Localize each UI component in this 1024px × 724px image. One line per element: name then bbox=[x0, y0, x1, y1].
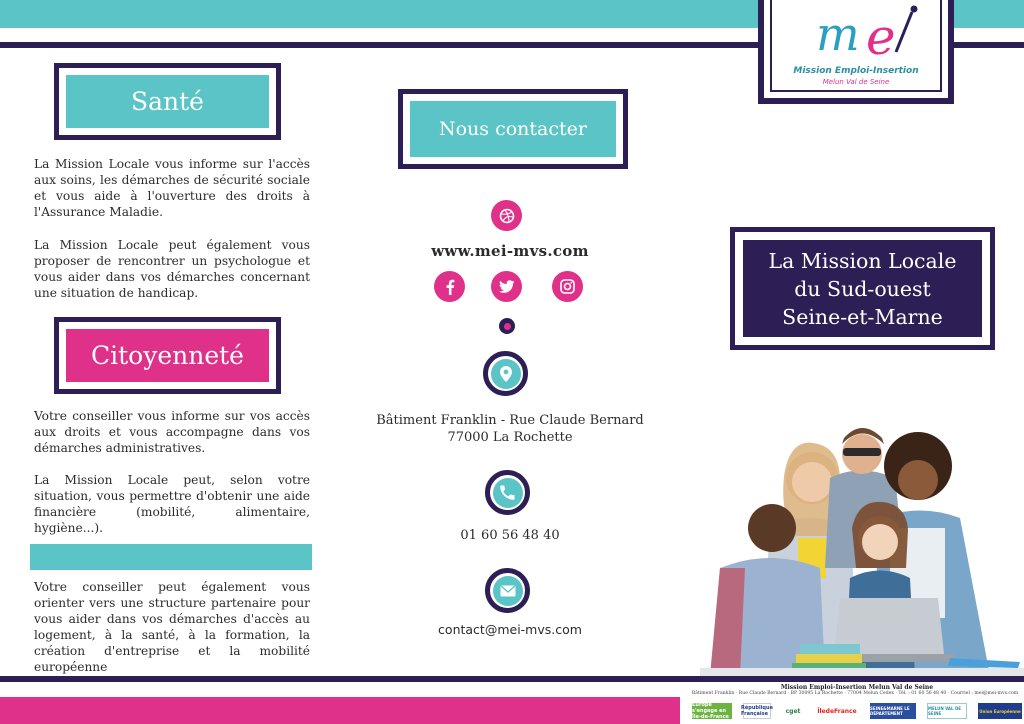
logo-letter-e: e bbox=[866, 8, 896, 62]
mission-title-line-2: du Sud-ouest bbox=[794, 276, 931, 301]
partner-logo-seine-et-marne: SEINE&MARNE LE DÉPARTEMENT bbox=[870, 703, 916, 719]
partner-logo-melun: MELUN VAL DE SEINE bbox=[927, 703, 967, 719]
phone-ring bbox=[485, 470, 530, 515]
logo-box bbox=[758, 0, 954, 104]
bottom-navy-band bbox=[0, 676, 1024, 682]
address-line-1: Bâtiment Franklin - Rue Claude Bernard bbox=[376, 413, 644, 428]
mei-logo bbox=[812, 2, 922, 62]
location-ring bbox=[483, 351, 528, 396]
address-line-2: 77000 La Rochette bbox=[447, 430, 573, 445]
mission-title-frame bbox=[730, 227, 995, 350]
phone-icon bbox=[493, 478, 523, 508]
mission-title-line-1: La Mission Locale bbox=[768, 248, 957, 273]
contact-heading-frame bbox=[398, 89, 628, 169]
logo-stroke bbox=[896, 12, 912, 52]
sante-paragraph-2: La Mission Locale peut également vous proposer de rencontrer un psychologue et vous aider dans vos démarches concernant une situation de handicap. bbox=[34, 238, 310, 300]
phone-number[interactable]: 01 60 56 48 40 bbox=[460, 528, 560, 543]
twitter-icon[interactable] bbox=[491, 271, 522, 302]
dribbble-icon[interactable] bbox=[491, 200, 522, 231]
logo-inner-frame bbox=[770, 0, 942, 92]
partner-logo-cget: cget bbox=[782, 703, 804, 719]
partner-logo-eu: Union Européenne bbox=[978, 703, 1022, 719]
email-ring bbox=[485, 568, 530, 613]
citoyennete-paragraph-2: La Mission Locale peut, selon votre situation, vous permettre d'obtenir une aide financière (mobilité, alimentaire, hygiène...). bbox=[34, 473, 310, 535]
sante-heading-frame bbox=[54, 63, 281, 140]
partner-logos bbox=[692, 700, 1022, 722]
logo-letter-m: m bbox=[816, 7, 860, 61]
citoyennete-paragraph-1: Votre conseiller vous informe sur vos accès aux droits et vous accompagne dans vos démarches administratives. bbox=[34, 409, 310, 455]
bottom-pink-band bbox=[0, 697, 680, 724]
teal-divider-bar bbox=[30, 544, 312, 570]
instagram-icon[interactable] bbox=[552, 271, 583, 302]
logo-name: Mission Emploi-Insertion bbox=[793, 66, 919, 76]
group-photo bbox=[700, 418, 1024, 676]
contact-heading: Nous contacter bbox=[410, 101, 616, 157]
footer-address: Bâtiment Franklin · Rue Claude Bernard · BP 30095 La Rochette · 77004 Melun Cedex · Tél. : 01 60 56 48 40 · Courriel : mei@mei-mvs.com bbox=[691, 691, 1019, 696]
separator-dot bbox=[499, 318, 515, 334]
website-link[interactable]: www.mei-mvs.com bbox=[431, 242, 589, 260]
facebook-icon[interactable] bbox=[434, 271, 465, 302]
logo-subname: Melun Val de Seine bbox=[822, 78, 890, 86]
email-icon bbox=[493, 576, 523, 606]
logo-dot bbox=[911, 6, 918, 13]
partner-logo-republique: République Française bbox=[741, 705, 773, 717]
location-pin-icon bbox=[491, 359, 521, 389]
citoyennete-heading: Citoyenneté bbox=[66, 329, 269, 382]
sante-heading: Santé bbox=[66, 75, 269, 128]
email-address[interactable]: contact@mei-mvs.com bbox=[438, 622, 582, 637]
sante-paragraph-1: La Mission Locale vous informe sur l'accès aux soins, les démarches de sécurité sociale et vous aide à l'ouverture des droits à l'Assurance Maladie. bbox=[34, 157, 310, 219]
mission-title bbox=[743, 240, 982, 337]
mission-title-line-3: Seine-et-Marne bbox=[782, 304, 943, 329]
partner-logo-europe: Europe s'engage en Île-de-France bbox=[692, 703, 732, 719]
citoyennete-paragraph-3: Votre conseiller peut également vous orienter vers une structure partenaire pour vous aider dans vos démarches d'accès au logement, à la santé, à la formation, la création d'entreprise et la mobilité européenne bbox=[34, 580, 310, 674]
footer-title: Mission Emploi-Insertion Melun Val de Seine bbox=[780, 684, 934, 691]
partner-logo-iledefrance: ÎledeFrance bbox=[815, 703, 859, 719]
citoyennete-heading-frame bbox=[54, 317, 281, 394]
